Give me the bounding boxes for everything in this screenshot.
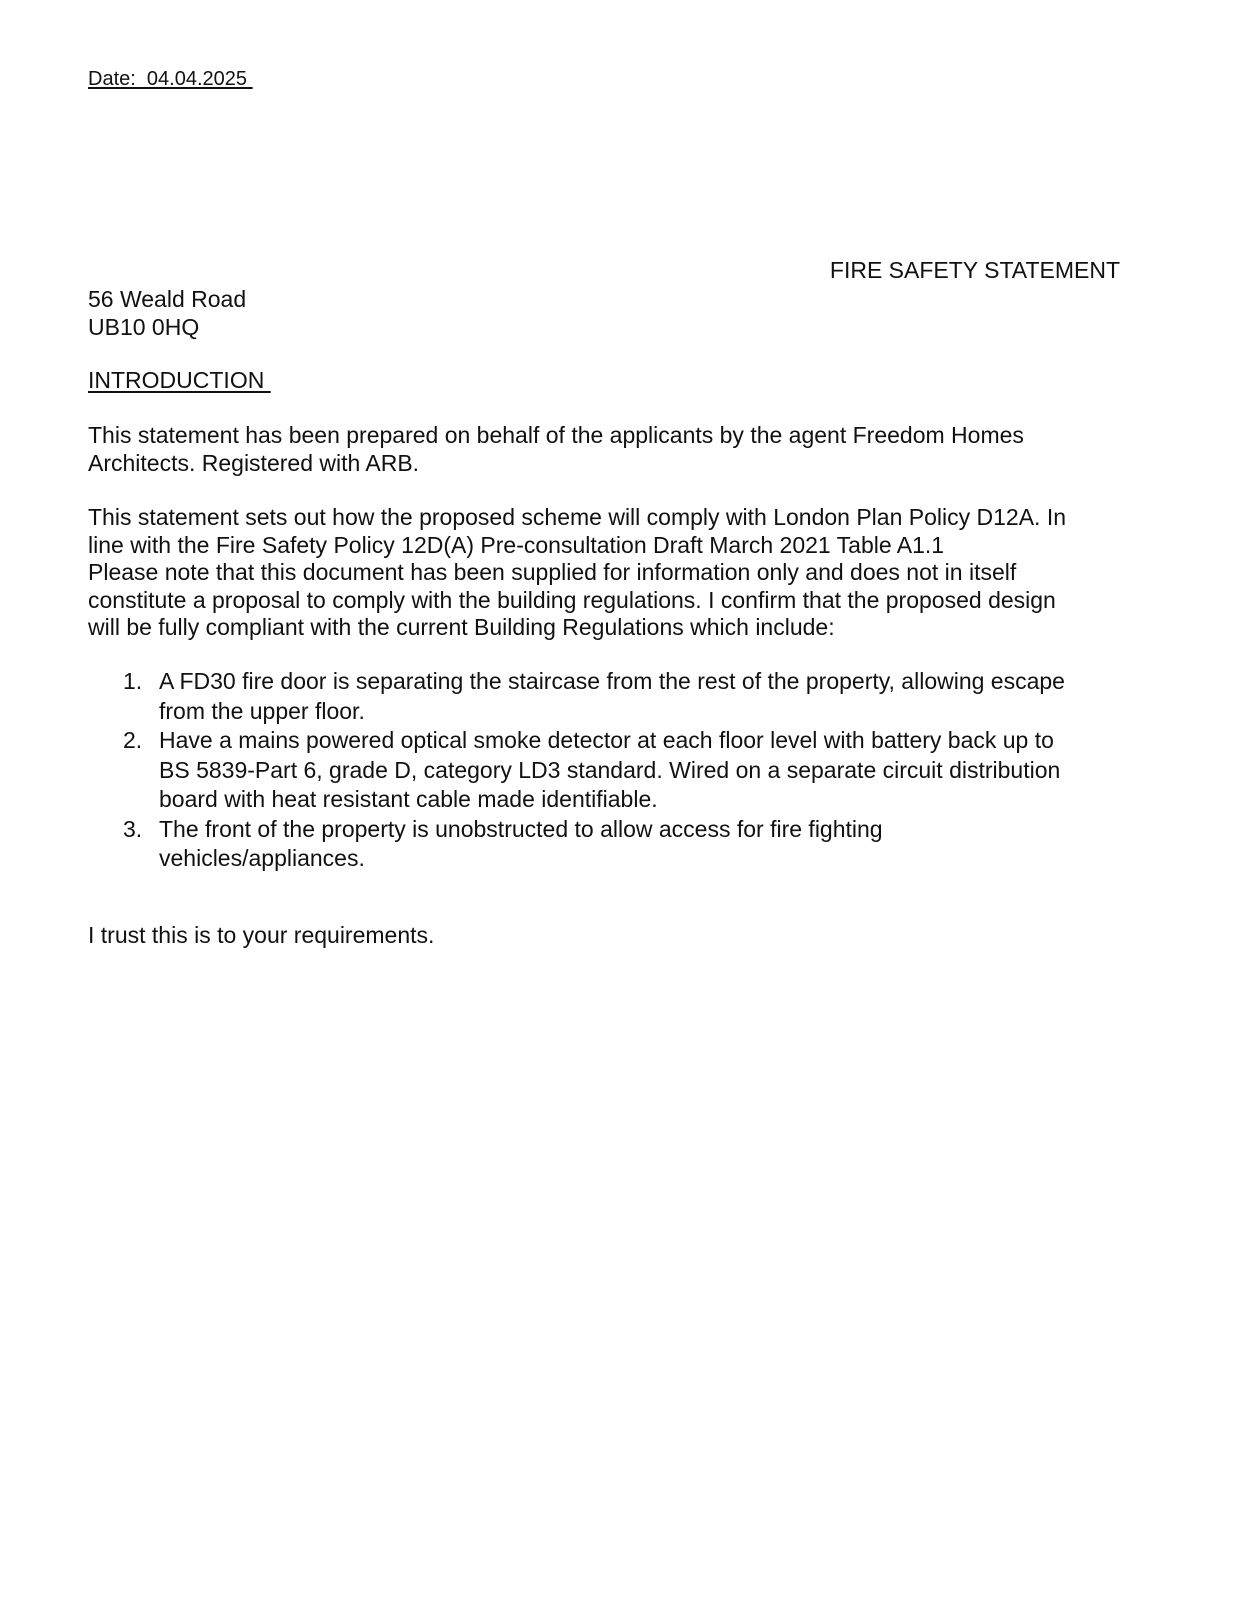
list-item-line: from the upper floor. [159,697,365,724]
closing-statement: I trust this is to your requirements. [88,922,435,948]
list-item-number: 2. [123,727,143,753]
list-item-line: BS 5839-Part 6, grade D, category LD3 standard. Wired on a separate circuit distribution [159,756,1061,783]
address-block [88,285,246,341]
paragraph-line: This statement sets out how the proposed scheme will comply with London Plan Policy D12A. In [88,504,1066,530]
paragraph-compliance [88,504,1128,642]
list-item-line: The front of the property is unobstructed to allow access for fire fighting [159,815,883,842]
paragraph-line: Architects. Registered with ARB. [88,449,420,476]
list-item [88,726,1128,815]
document-date: Date: 04.04.2025 [88,68,253,90]
paragraph-line: will be fully compliant with the current Building Regulations which include: [88,614,835,640]
list-item-line: board with heat resistant cable made identifiable. [159,786,658,812]
paragraph-line: This statement has been prepared on behalf of the applicants by the agent Freedom Homes [88,422,1024,448]
paragraph-agent [88,422,1128,477]
paragraph-line: Please note that this document has been supplied for information only and does not in itself [88,559,1017,585]
paragraph-line: line with the Fire Safety Policy 12D(A) Pre-consultation Draft March 2021 Table A1.1 [88,531,945,558]
list-item-number: 3. [123,815,143,842]
list-item-line: vehicles/appliances. [159,845,365,871]
list-item-line: A FD30 fire door is separating the staircase from the rest of the property, allowing escape [159,668,1065,694]
list-item-number: 1. [123,668,143,694]
document-title: FIRE SAFETY STATEMENT [829,257,1120,283]
list-item [88,815,1128,874]
section-heading-introduction: INTRODUCTION [88,367,271,393]
address-line-1: 56 Weald Road [88,286,247,312]
requirements-list [88,667,1128,874]
address-line-2: UB10 0HQ [88,314,200,340]
list-item-line: Have a mains powered optical smoke detector at each floor level with battery back up to [159,727,1054,753]
paragraph-line: constitute a proposal to comply with the building regulations. I confirm that the proposed design [88,586,1056,613]
list-item [88,667,1128,726]
